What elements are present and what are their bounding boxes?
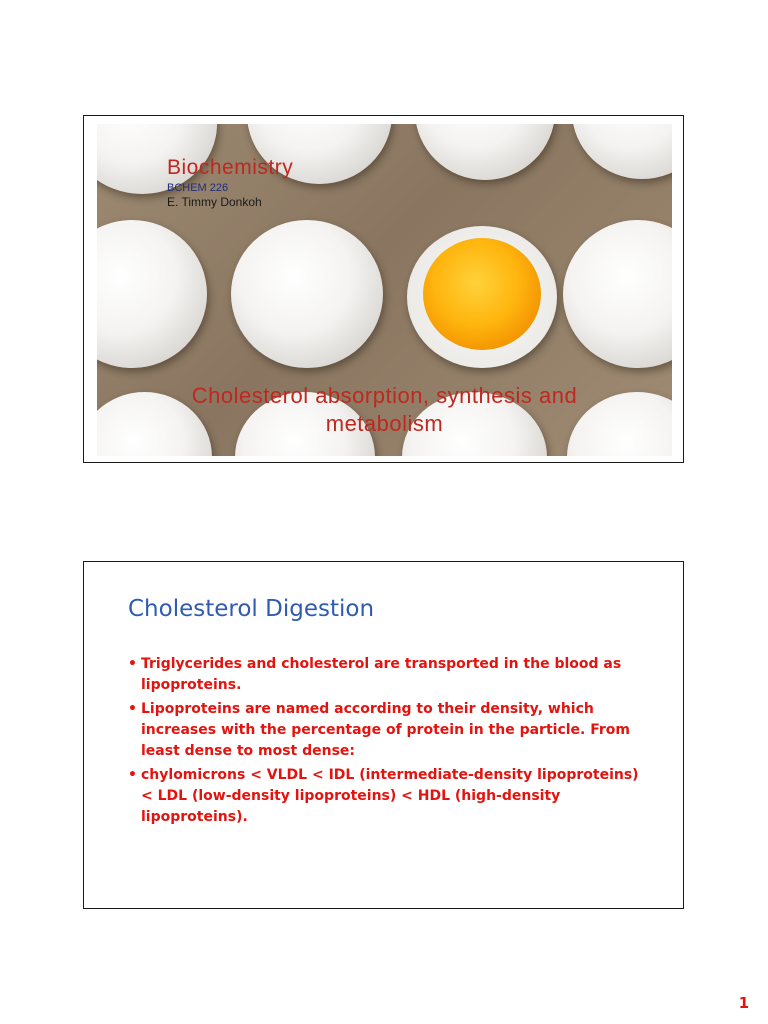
egg-image <box>572 124 672 179</box>
egg-image <box>563 220 672 368</box>
egg-image <box>97 220 207 368</box>
cracked-egg-image <box>407 226 557 368</box>
author-name: E. Timmy Donkoh <box>167 195 262 209</box>
content-slide <box>83 561 684 909</box>
yolk-image <box>423 238 541 350</box>
course-code: BCHEM 226 <box>167 182 229 194</box>
lecture-title <box>97 382 672 438</box>
lecture-title-line: Cholesterol absorption, synthesis and <box>191 383 578 408</box>
eggs-photo <box>97 124 672 456</box>
bullet-item: • chylomicrons < VLDL < IDL (intermediate-density lipoproteins) < LDL (low-density lipoproteins) < HDL (high-density lipoproteins). <box>128 765 648 828</box>
deck-title: Biochemistry <box>167 156 294 179</box>
egg-image <box>415 124 555 180</box>
bullet-item: • Triglycerides and cholesterol are transported in the blood as lipoproteins. <box>128 654 648 696</box>
title-block <box>167 156 293 209</box>
egg-image <box>231 220 383 368</box>
title-slide <box>83 115 684 463</box>
slide-heading: Cholesterol Digestion <box>128 596 375 622</box>
page-number: 1 <box>738 994 749 1012</box>
bullet-list <box>128 654 648 831</box>
lecture-title-line: metabolism <box>325 411 444 436</box>
bullet-item: • Lipoproteins are named according to their density, which increases with the percentage of protein in the particle. From least dense to most dense: <box>128 699 648 762</box>
